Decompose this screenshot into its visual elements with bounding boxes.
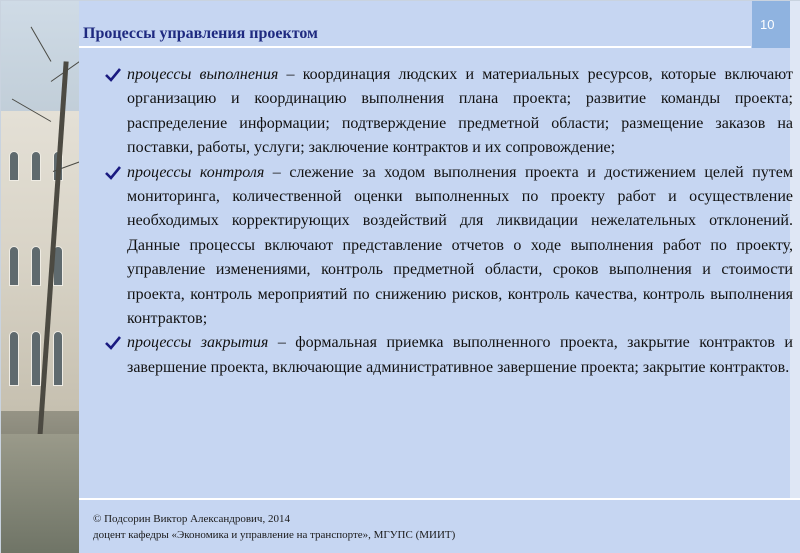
list-item	[105, 161, 793, 332]
item-term: процессы контроля	[127, 163, 265, 181]
window	[53, 331, 63, 386]
list-item	[105, 331, 793, 380]
building-photo	[1, 1, 79, 553]
check-mark-icon	[105, 165, 121, 181]
window	[9, 151, 19, 181]
footer	[79, 500, 800, 553]
check-mark-icon	[105, 335, 121, 351]
bullet-list	[105, 63, 793, 380]
window	[9, 246, 19, 286]
window	[31, 331, 41, 386]
window	[31, 246, 41, 286]
footer-affiliation: доцент кафедры «Экономика и управление на транспорте», МГУПС (МИИТ)	[93, 529, 456, 541]
item-term: процессы выполнения	[127, 66, 279, 83]
item-text: – координация людских и материальных ресурсов, которые включают организацию и координацию выполнения плана проекта; развитие команды проекта; распределение информации; подтверждение предметной области; размещение заказов на поставки, работы, услуги; заключение контрактов и их сопровождение;	[127, 66, 793, 157]
window	[9, 331, 19, 386]
page-number: 10	[760, 17, 775, 32]
tree-branch	[31, 27, 52, 62]
window	[31, 151, 41, 181]
ground	[1, 434, 79, 553]
check-mark-icon	[105, 67, 121, 83]
item-text: – слежение за ходом выполнения проекта и достижением целей путем мониторинга, количественной оценки выполненных по проекту работ и осуществление необходимых корректирующих воздействий для ликвидации нежелательных отклонений. Данные процессы включают представление отчетов о ходе выполнения работ по проекту, управление изменениями, контроль предметной области, сроков выполнения и стоимости проекта, контроль мероприятий по снижению рисков, контроль качества, контроль выполнения контрактов;	[127, 163, 793, 328]
item-term: процессы закрытия	[127, 334, 269, 352]
item-text: – формальная приемка выполненного проекта, закрытие контрактов и завершение проекта, включающие административное завершение проекта; закрытие контрактов.	[127, 334, 793, 376]
footer-author: © Подсорин Виктор Александрович, 2014	[93, 513, 290, 525]
slide-title: Процессы управления проектом	[83, 25, 318, 42]
list-item	[105, 63, 793, 161]
